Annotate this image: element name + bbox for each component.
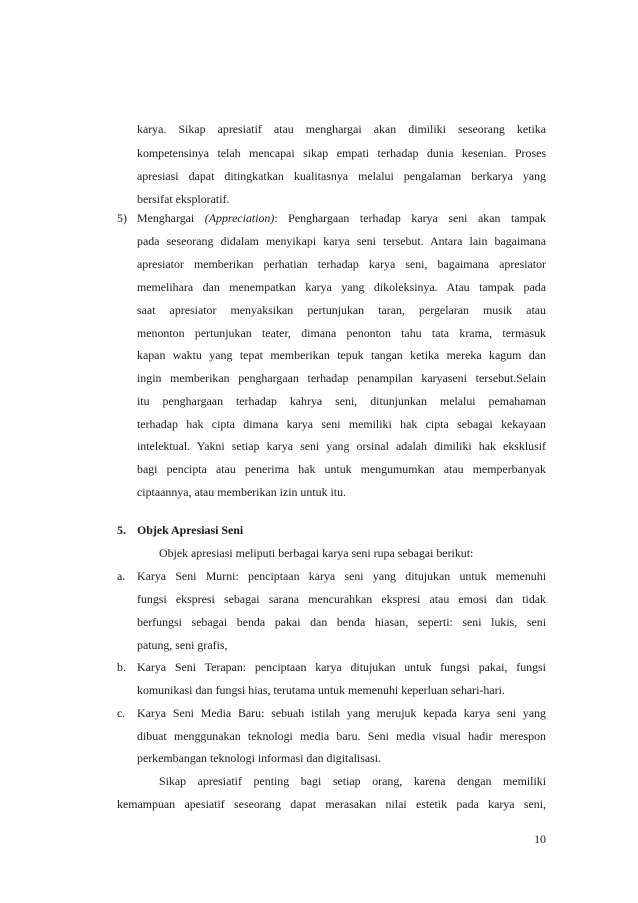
paragraph-line: memelihara dan menempatkan karya yang dikoleksinya. Atau tampak pada [137, 280, 546, 294]
item-heading-line [137, 210, 546, 226]
paragraph-line: apresiator memberikan perhatian terhadap karya seni, bagaimana apresiator [137, 257, 546, 271]
paragraph-line: Sikap apresiatif penting bagi setiap orang, karena dengan memiliki [159, 774, 546, 788]
list-marker: a. [117, 569, 126, 583]
paragraph-line: menonton pertunjukan teater, dimana penonton tahu tata krama, termasuk [137, 326, 546, 340]
list-item-line: Karya Seni Media Baru: sebuah istilah yang merujuk kepada karya seni yang [137, 706, 546, 720]
list-item-line: patung, seni grafis, [137, 638, 228, 652]
paragraph-line: apresiasi dapat ditingkatkan kualitasnya melalui pengalaman berkarya yang [137, 169, 546, 183]
paragraph-line: pada seseorang didalam menyikapi karya seni tersebut. Antara lain bagaimana [137, 234, 546, 248]
item-rest: : Penghargaan terhadap karya seni akan tampak [274, 211, 546, 225]
list-item-line: berfungsi sebagai benda pakai dan benda hiasan, seperti: seni lukis, seni [137, 615, 546, 629]
paragraph-line: bagi pencipta atau penerima hak untuk mengumumkan atau memperbanyak [137, 462, 546, 476]
list-item-line: Karya Seni Murni: penciptaan karya seni yang ditujukan untuk memenuhi [137, 569, 546, 583]
list-marker: c. [117, 706, 126, 720]
paragraph-line: intelektual. Yakni setiap karya seni yang orsinal adalah dimiliki hak eksklusif [137, 439, 546, 453]
list-item-line: dibuat menggunakan teknologi media baru. Seni media visual hadir merespon [137, 729, 546, 743]
paragraph-line: terhadap hak cipta dimana karya seni memiliki hak cipta sebagai kekayaan [137, 417, 546, 431]
item-italic-term: (Appreciation) [204, 211, 275, 225]
paragraph-line: bersifat eksploratif. [137, 192, 230, 206]
section-intro: Objek apresiasi meliputi berbagai karya seni rupa sebagai berikut: [159, 546, 474, 560]
paragraph-line: kapan waktu yang tepat memberikan tepuk tangan ketika mereka kagum dan [137, 348, 546, 362]
list-item-line: fungsi ekspresi sebagai sarana mencurahkan ekspresi atau emosi dan tidak [137, 592, 546, 606]
page-number: 10 [534, 832, 546, 846]
paragraph-line: karya. Sikap apresiatif atau menghargai akan dimiliki seseorang ketika [137, 122, 546, 136]
item-lead: Menghargai [137, 211, 205, 225]
list-item-line: perkembangan teknologi informasi dan digitalisasi. [137, 751, 382, 765]
paragraph-line: kompetensinya telah mencapai sikap empati terhadap dunia kesenian. Proses [137, 146, 546, 160]
list-item-line: komunikasi dan fungsi hias, terutama untuk memenuhi keperluan sehari-hari. [137, 683, 505, 697]
list-item-line: Karya Seni Terapan: penciptaan karya ditujukan untuk fungsi pakai, fungsi [137, 660, 546, 674]
paragraph-line: itu penghargaan terhadap kahrya seni, ditunjunkan melalui pemahaman [137, 394, 546, 408]
section-title: Objek Apresiasi Seni [137, 523, 244, 537]
section-number: 5. [117, 523, 126, 537]
paragraph-line: saat apresiator menyaksikan pertunjukan taran, pergelaran musik atau [137, 303, 546, 317]
list-number: 5) [117, 211, 127, 225]
paragraph-line: ciptaannya, atau memberikan izin untuk itu. [137, 485, 347, 499]
paragraph-line: ingin memberikan penghargaan terhadap penampilan karyaseni tersebut.Selain [137, 371, 546, 385]
paragraph-line: kemampuan apesiatif seseorang dapat merasakan nilai estetik pada karya seni, [117, 797, 546, 811]
list-marker: b. [117, 660, 126, 674]
